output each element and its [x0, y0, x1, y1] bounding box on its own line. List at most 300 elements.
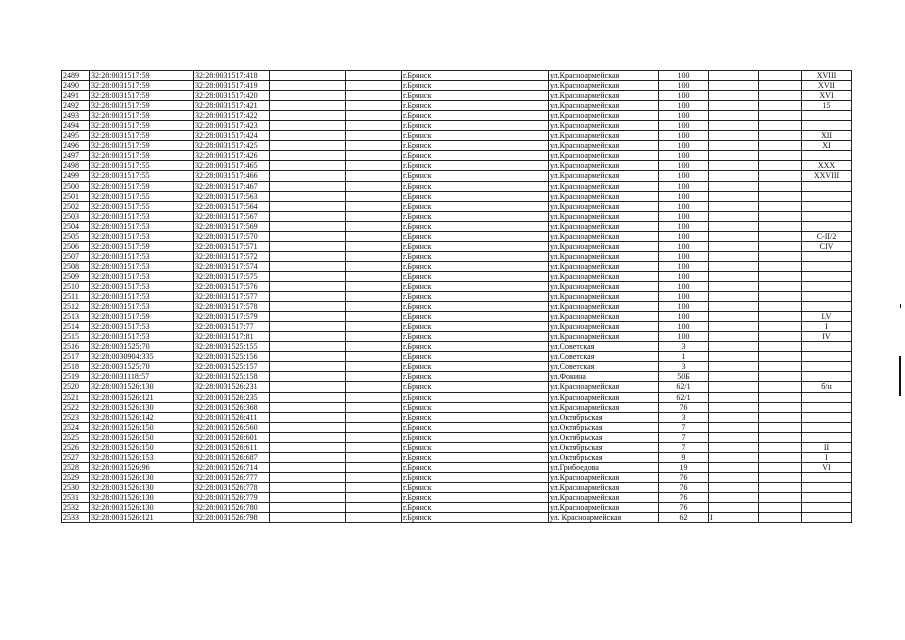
empty-cell-a: [270, 121, 346, 131]
street: ул.Октябрьская: [549, 432, 659, 442]
empty-cell-c: [759, 161, 802, 171]
parent-cadastral-number: 32:28:0031517:59: [90, 141, 194, 151]
cadastral-number: 32:28:0031517:571: [194, 241, 270, 251]
empty-cell-a: [270, 492, 346, 502]
empty-cell-c: [759, 382, 802, 392]
cadastral-number: 32:28:0031517:574: [194, 261, 270, 271]
empty-cell-a: [270, 151, 346, 161]
extra-cell: [709, 422, 759, 432]
row-number: 2528: [62, 462, 90, 472]
street: ул.Красноармейская: [549, 312, 659, 322]
unit-designation: [802, 432, 852, 442]
empty-cell-b: [346, 442, 402, 452]
city: г.Брянск: [402, 271, 549, 281]
table-row: [62, 452, 852, 462]
empty-cell-c: [759, 322, 802, 332]
unit-designation: LV: [802, 312, 852, 322]
extra-cell: [709, 362, 759, 372]
table-row: [62, 442, 852, 452]
unit-designation: XXX: [802, 161, 852, 171]
unit-designation: [802, 472, 852, 482]
table-row: [62, 352, 852, 362]
city: г.Брянск: [402, 171, 549, 181]
row-number: 2496: [62, 141, 90, 151]
empty-cell-c: [759, 91, 802, 101]
cadastral-number: 32:28:0031517:422: [194, 111, 270, 121]
parent-cadastral-number: 32:28:0031517:53: [90, 332, 194, 342]
house-number: 76: [659, 482, 709, 492]
empty-cell-b: [346, 261, 402, 271]
cadastral-number: 32:28:0031517:424: [194, 131, 270, 141]
empty-cell-c: [759, 231, 802, 241]
parent-cadastral-number: 32:28:0031526:121: [90, 392, 194, 402]
street: ул.Октябрьская: [549, 442, 659, 452]
row-number: 2508: [62, 261, 90, 271]
empty-cell-a: [270, 342, 346, 352]
row-number: 2513: [62, 312, 90, 322]
street: ул.Красноармейская: [549, 392, 659, 402]
table-row: [62, 292, 852, 302]
street: ул.Октябрьская: [549, 452, 659, 462]
row-number: 2490: [62, 81, 90, 91]
empty-cell-b: [346, 513, 402, 523]
parent-cadastral-number: 32:28:0031517:53: [90, 322, 194, 332]
row-number: 2512: [62, 302, 90, 312]
street: ул.Красноармейская: [549, 281, 659, 291]
street: ул.Красноармейская: [549, 181, 659, 191]
empty-cell-c: [759, 392, 802, 402]
parent-cadastral-number: 32:28:0031526:153: [90, 452, 194, 462]
street: ул.Октябрьская: [549, 422, 659, 432]
parent-cadastral-number: 32:28:0031526:130: [90, 492, 194, 502]
extra-cell: [709, 312, 759, 322]
unit-designation: [802, 181, 852, 191]
empty-cell-b: [346, 201, 402, 211]
unit-designation: [802, 302, 852, 312]
house-number: 62/1: [659, 392, 709, 402]
cadastral-number: 32:28:0031517:421: [194, 101, 270, 111]
city: г.Брянск: [402, 472, 549, 482]
street: ул.Грибоедова: [549, 462, 659, 472]
table-row: [62, 161, 852, 171]
unit-designation: CIV: [802, 241, 852, 251]
parent-cadastral-number: 32:28:0031526:150: [90, 442, 194, 452]
empty-cell-b: [346, 392, 402, 402]
house-number: 7: [659, 442, 709, 452]
table-row: [62, 221, 852, 231]
extra-cell: [709, 292, 759, 302]
table-row: [62, 402, 852, 412]
empty-cell-b: [346, 492, 402, 502]
house-number: 62/1: [659, 382, 709, 392]
row-number: 2500: [62, 181, 90, 191]
city: г.Брянск: [402, 121, 549, 131]
unit-designation: [802, 281, 852, 291]
cadastral-number: 32:28:0031525:157: [194, 362, 270, 372]
street: ул.Красноармейская: [549, 472, 659, 482]
city: г.Брянск: [402, 342, 549, 352]
table-row: [62, 503, 852, 513]
street: ул.Красноармейская: [549, 261, 659, 271]
empty-cell-a: [270, 292, 346, 302]
empty-cell-b: [346, 101, 402, 111]
row-number: 2524: [62, 422, 90, 432]
extra-cell: [709, 211, 759, 221]
table-row: [62, 302, 852, 312]
cadastral-number: 32:28:0031517:419: [194, 81, 270, 91]
street: ул.Красноармейская: [549, 292, 659, 302]
row-number: 2516: [62, 342, 90, 352]
row-number: 2493: [62, 111, 90, 121]
house-number: 76: [659, 503, 709, 513]
row-number: 2530: [62, 482, 90, 492]
house-number: 100: [659, 221, 709, 231]
empty-cell-b: [346, 181, 402, 191]
extra-cell: [709, 221, 759, 231]
house-number: 9: [659, 452, 709, 462]
cadastral-number: 32:28:0031517:467: [194, 181, 270, 191]
city: г.Брянск: [402, 452, 549, 462]
house-number: 100: [659, 312, 709, 322]
empty-cell-c: [759, 271, 802, 281]
table-row: [62, 71, 852, 81]
empty-cell-a: [270, 281, 346, 291]
table-row: [62, 121, 852, 131]
empty-cell-a: [270, 71, 346, 81]
extra-cell: [709, 302, 759, 312]
table-row: [62, 392, 852, 402]
empty-cell-c: [759, 432, 802, 442]
cadastral-number: 32:28:0031526:798: [194, 513, 270, 523]
row-number: 2520: [62, 382, 90, 392]
row-number: 2497: [62, 151, 90, 161]
row-number: 2506: [62, 241, 90, 251]
extra-cell: [709, 281, 759, 291]
extra-cell: [709, 81, 759, 91]
row-number: 2515: [62, 332, 90, 342]
house-number: 76: [659, 472, 709, 482]
unit-designation: [802, 402, 852, 412]
city: г.Брянск: [402, 251, 549, 261]
extra-cell: [709, 261, 759, 271]
street: ул.Красноармейская: [549, 211, 659, 221]
street: ул.Красноармейская: [549, 241, 659, 251]
empty-cell-a: [270, 312, 346, 322]
street: ул.Красноармейская: [549, 71, 659, 81]
empty-cell-b: [346, 382, 402, 392]
parent-cadastral-number: 32:28:0031118:57: [90, 372, 194, 382]
empty-cell-a: [270, 101, 346, 111]
parent-cadastral-number: 32:28:0031526:130: [90, 402, 194, 412]
cadastral-number: 32:28:0031526:235: [194, 392, 270, 402]
scan-mark-right: [899, 356, 901, 396]
city: г.Брянск: [402, 332, 549, 342]
empty-cell-a: [270, 231, 346, 241]
house-number: 19: [659, 462, 709, 472]
empty-cell-b: [346, 91, 402, 101]
scan-mark-right-small: [900, 304, 901, 308]
empty-cell-a: [270, 111, 346, 121]
empty-cell-c: [759, 362, 802, 372]
unit-designation: [802, 412, 852, 422]
empty-cell-a: [270, 241, 346, 251]
cadastral-number: 32:28:0031526:411: [194, 412, 270, 422]
table-row: [62, 412, 852, 422]
empty-cell-c: [759, 492, 802, 502]
table-row: [62, 432, 852, 442]
street: ул.Фокина: [549, 372, 659, 382]
city: г.Брянск: [402, 422, 549, 432]
house-number: 100: [659, 201, 709, 211]
empty-cell-b: [346, 472, 402, 482]
parent-cadastral-number: 32:28:0031526:130: [90, 382, 194, 392]
unit-designation: XII: [802, 131, 852, 141]
parent-cadastral-number: 32:28:0031517:59: [90, 71, 194, 81]
table-row: [62, 372, 852, 382]
empty-cell-b: [346, 292, 402, 302]
empty-cell-a: [270, 271, 346, 281]
house-number: 76: [659, 492, 709, 502]
empty-cell-b: [346, 281, 402, 291]
empty-cell-c: [759, 352, 802, 362]
cadastral-number: 32:28:0031517:77: [194, 322, 270, 332]
unit-designation: [802, 352, 852, 362]
parent-cadastral-number: 32:28:0031517:53: [90, 302, 194, 312]
empty-cell-b: [346, 462, 402, 472]
parent-cadastral-number: 32:28:0031517:59: [90, 241, 194, 251]
row-number: 2519: [62, 372, 90, 382]
unit-designation: [802, 151, 852, 161]
cadastral-number: 32:28:0031517:563: [194, 191, 270, 201]
empty-cell-a: [270, 171, 346, 181]
unit-designation: [802, 482, 852, 492]
table-row: [62, 211, 852, 221]
parent-cadastral-number: 32:28:0031526:130: [90, 482, 194, 492]
city: г.Брянск: [402, 151, 549, 161]
extra-cell: [709, 322, 759, 332]
parent-cadastral-number: 32:28:0031517:55: [90, 201, 194, 211]
extra-cell: [709, 352, 759, 362]
empty-cell-b: [346, 71, 402, 81]
city: г.Брянск: [402, 492, 549, 502]
empty-cell-c: [759, 302, 802, 312]
register-body: [62, 71, 852, 523]
city: г.Брянск: [402, 241, 549, 251]
table-row: [62, 241, 852, 251]
extra-cell: [709, 442, 759, 452]
empty-cell-b: [346, 372, 402, 382]
empty-cell-a: [270, 302, 346, 312]
empty-cell-b: [346, 322, 402, 332]
street: ул.Красноармейская: [549, 111, 659, 121]
parent-cadastral-number: 32:28:0031517:53: [90, 231, 194, 241]
house-number: 100: [659, 121, 709, 131]
unit-designation: I: [802, 452, 852, 462]
empty-cell-a: [270, 462, 346, 472]
empty-cell-b: [346, 412, 402, 422]
unit-designation: 15: [802, 101, 852, 111]
empty-cell-c: [759, 151, 802, 161]
extra-cell: [709, 201, 759, 211]
empty-cell-b: [346, 332, 402, 342]
parent-cadastral-number: 32:28:0031526:130: [90, 503, 194, 513]
unit-designation: [802, 191, 852, 201]
extra-cell: [709, 231, 759, 241]
extra-cell: [709, 332, 759, 342]
extra-cell: [709, 101, 759, 111]
cadastral-number: 32:28:0031517:81: [194, 332, 270, 342]
empty-cell-b: [346, 482, 402, 492]
city: г.Брянск: [402, 221, 549, 231]
row-number: 2502: [62, 201, 90, 211]
city: г.Брянск: [402, 181, 549, 191]
empty-cell-c: [759, 292, 802, 302]
street: ул.Красноармейская: [549, 131, 659, 141]
city: г.Брянск: [402, 392, 549, 402]
house-number: 3: [659, 362, 709, 372]
house-number: 100: [659, 322, 709, 332]
extra-cell: [709, 191, 759, 201]
unit-designation: XVIII: [802, 71, 852, 81]
empty-cell-b: [346, 352, 402, 362]
city: г.Брянск: [402, 101, 549, 111]
unit-designation: I: [802, 322, 852, 332]
city: г.Брянск: [402, 191, 549, 201]
empty-cell-c: [759, 342, 802, 352]
table-row: [62, 101, 852, 111]
empty-cell-a: [270, 211, 346, 221]
unit-designation: С-II/2: [802, 231, 852, 241]
empty-cell-a: [270, 432, 346, 442]
table-row: [62, 151, 852, 161]
empty-cell-c: [759, 251, 802, 261]
extra-cell: [709, 151, 759, 161]
empty-cell-a: [270, 392, 346, 402]
row-number: 2507: [62, 251, 90, 261]
parent-cadastral-number: 32:28:0031517:59: [90, 101, 194, 111]
house-number: 100: [659, 251, 709, 261]
row-number: 2531: [62, 492, 90, 502]
parent-cadastral-number: 32:28:0031517:53: [90, 221, 194, 231]
parent-cadastral-number: 32:28:0031517:53: [90, 292, 194, 302]
cadastral-number: 32:28:0031517:567: [194, 211, 270, 221]
cadastral-number: 32:28:0031525:156: [194, 352, 270, 362]
empty-cell-a: [270, 513, 346, 523]
extra-cell: [709, 131, 759, 141]
house-number: 100: [659, 91, 709, 101]
table-row: [62, 171, 852, 181]
table-row: [62, 131, 852, 141]
empty-cell-b: [346, 231, 402, 241]
empty-cell-a: [270, 251, 346, 261]
street: ул.Красноармейская: [549, 322, 659, 332]
house-number: 3: [659, 342, 709, 352]
row-number: 2529: [62, 472, 90, 482]
cadastral-number: 32:28:0031526:231: [194, 382, 270, 392]
row-number: 2532: [62, 503, 90, 513]
empty-cell-b: [346, 271, 402, 281]
extra-cell: [709, 71, 759, 81]
house-number: 100: [659, 332, 709, 342]
unit-designation: [802, 513, 852, 523]
unit-designation: II: [802, 442, 852, 452]
city: г.Брянск: [402, 503, 549, 513]
city: г.Брянск: [402, 432, 549, 442]
table-row: [62, 492, 852, 502]
parent-cadastral-number: 32:28:0031517:59: [90, 181, 194, 191]
house-number: 100: [659, 131, 709, 141]
table-row: [62, 382, 852, 392]
empty-cell-c: [759, 241, 802, 251]
table-row: [62, 281, 852, 291]
city: г.Брянск: [402, 412, 549, 422]
parent-cadastral-number: 32:28:0031517:59: [90, 151, 194, 161]
table-row: [62, 472, 852, 482]
empty-cell-c: [759, 513, 802, 523]
empty-cell-a: [270, 91, 346, 101]
unit-designation: [802, 211, 852, 221]
extra-cell: [709, 412, 759, 422]
row-number: 2498: [62, 161, 90, 171]
house-number: 3: [659, 412, 709, 422]
empty-cell-a: [270, 131, 346, 141]
table-row: [62, 312, 852, 322]
unit-designation: [802, 221, 852, 231]
city: г.Брянск: [402, 372, 549, 382]
city: г.Брянск: [402, 292, 549, 302]
row-number: 2517: [62, 352, 90, 362]
street: ул.Красноармейская: [549, 121, 659, 131]
cadastral-number: 32:28:0031526:611: [194, 442, 270, 452]
house-number: 100: [659, 111, 709, 121]
extra-cell: [709, 141, 759, 151]
city: г.Брянск: [402, 231, 549, 241]
unit-designation: [802, 503, 852, 513]
extra-cell: [709, 342, 759, 352]
parent-cadastral-number: 32:28:0031517:55: [90, 191, 194, 201]
cadastral-number: 32:28:0031525:155: [194, 342, 270, 352]
street: ул.Советская: [549, 352, 659, 362]
street: ул.Красноармейская: [549, 221, 659, 231]
unit-designation: б/н: [802, 382, 852, 392]
street: ул.Красноармейская: [549, 141, 659, 151]
unit-designation: VI: [802, 462, 852, 472]
unit-designation: [802, 271, 852, 281]
table-row: [62, 482, 852, 492]
house-number: 100: [659, 211, 709, 221]
street: ул.Красноармейская: [549, 201, 659, 211]
table-row: [62, 362, 852, 372]
empty-cell-a: [270, 442, 346, 452]
cadastral-number: 32:28:0031517:570: [194, 231, 270, 241]
empty-cell-c: [759, 372, 802, 382]
row-number: 2522: [62, 402, 90, 412]
house-number: 100: [659, 181, 709, 191]
parent-cadastral-number: 32:28:0031517:59: [90, 312, 194, 322]
row-number: 2526: [62, 442, 90, 452]
city: г.Брянск: [402, 352, 549, 362]
cadastral-number: 32:28:0031517:575: [194, 271, 270, 281]
parent-cadastral-number: 32:28:0031525:70: [90, 342, 194, 352]
unit-designation: [802, 392, 852, 402]
table-row: [62, 81, 852, 91]
cadastral-number: 32:28:0031517:466: [194, 171, 270, 181]
cadastral-number: 32:28:0031517:569: [194, 221, 270, 231]
parent-cadastral-number: 32:28:0031526:121: [90, 513, 194, 523]
unit-designation: [802, 201, 852, 211]
empty-cell-c: [759, 402, 802, 412]
empty-cell-c: [759, 472, 802, 482]
